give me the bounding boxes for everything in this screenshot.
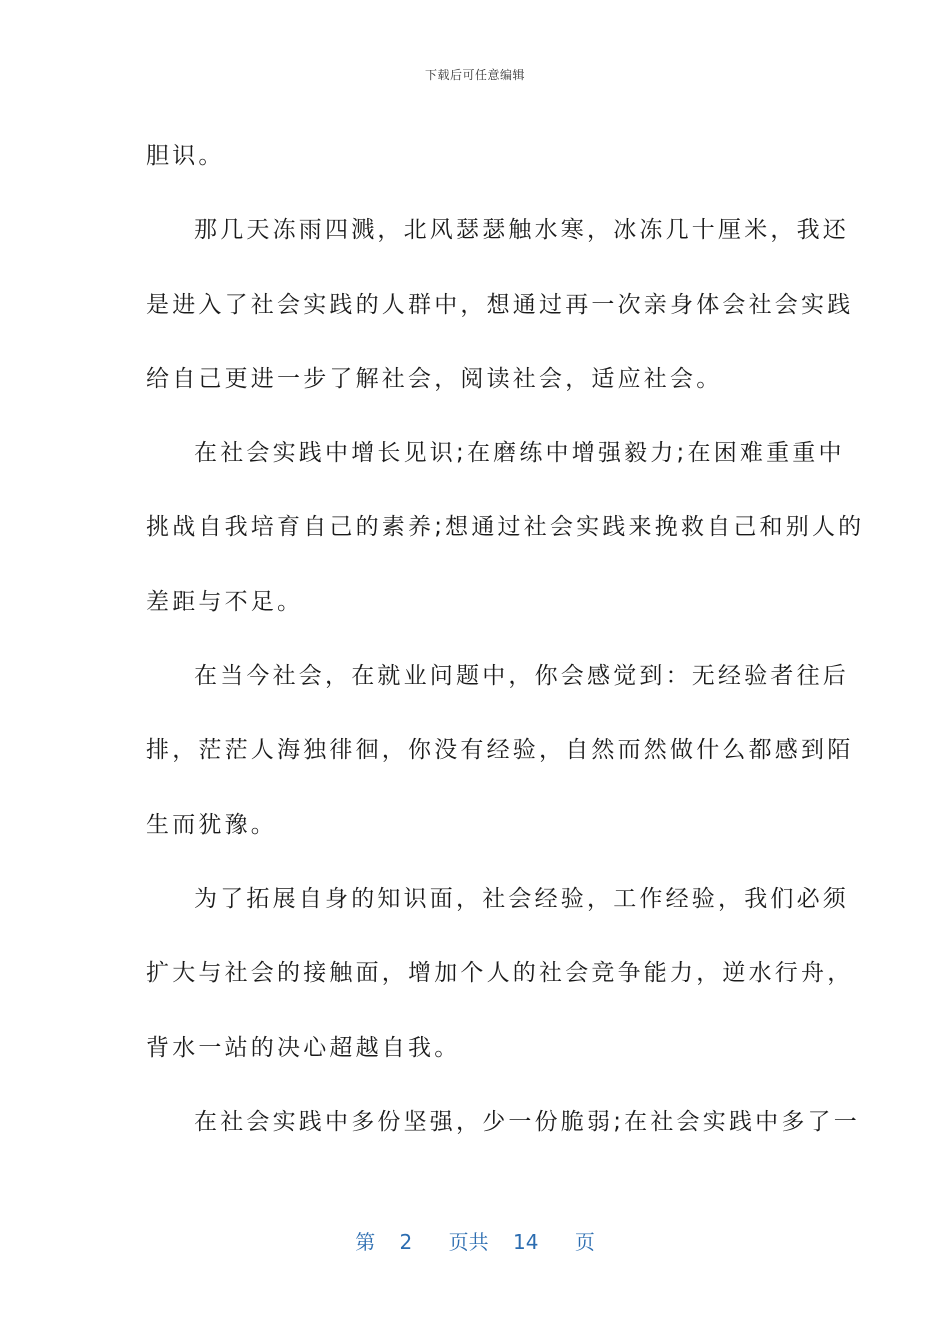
- text-line: 在当今社会，在就业问题中，你会感觉到：无经验者往后: [194, 663, 849, 690]
- text-line: 胆识。: [146, 143, 225, 169]
- footer-page-number: 2: [399, 1230, 413, 1254]
- text-line: 排，茫茫人海独徘徊，你没有经验，自然而然做什么都感到陌: [146, 737, 854, 764]
- text-line: 挑战自我培育自己的素养;想通过社会实践来挽救自己和别人的: [146, 514, 865, 541]
- text-line: 生而犹豫。: [146, 811, 277, 838]
- text-line: 为了拓展自身的知识面，社会经验，工作经验，我们必须: [194, 885, 849, 912]
- text-line: 在社会实践中增长见识;在磨练中增强毅力;在困难重重中: [194, 440, 845, 467]
- text-line: 背水一站的决心超越自我。: [146, 1034, 461, 1061]
- footer-prefix: 第: [355, 1230, 376, 1254]
- footer-total-pages: 14: [513, 1230, 539, 1254]
- document-body: [146, 119, 865, 1159]
- footer-middle: 页共: [448, 1230, 489, 1254]
- text-line: 在社会实践中多份坚强，少一份脆弱;在社会实践中多了一: [194, 1108, 860, 1135]
- text-line: 那几天冻雨四溅，北风瑟瑟触水寒，冰冻几十厘米，我还: [194, 217, 849, 244]
- page-header-note: 下载后可任意编辑: [424, 68, 525, 82]
- text-line: 给自己更进一步了解社会，阅读社会，适应社会。: [146, 365, 723, 392]
- page-footer: [0, 1226, 950, 1255]
- footer-suffix: 页: [574, 1230, 595, 1254]
- text-line: 差距与不足。: [146, 588, 304, 615]
- text-line: 是进入了社会实践的人群中，想通过再一次亲身体会社会实践: [146, 291, 854, 318]
- text-line: 扩大与社会的接触面，增加个人的社会竞争能力，逆水行舟，: [146, 960, 854, 987]
